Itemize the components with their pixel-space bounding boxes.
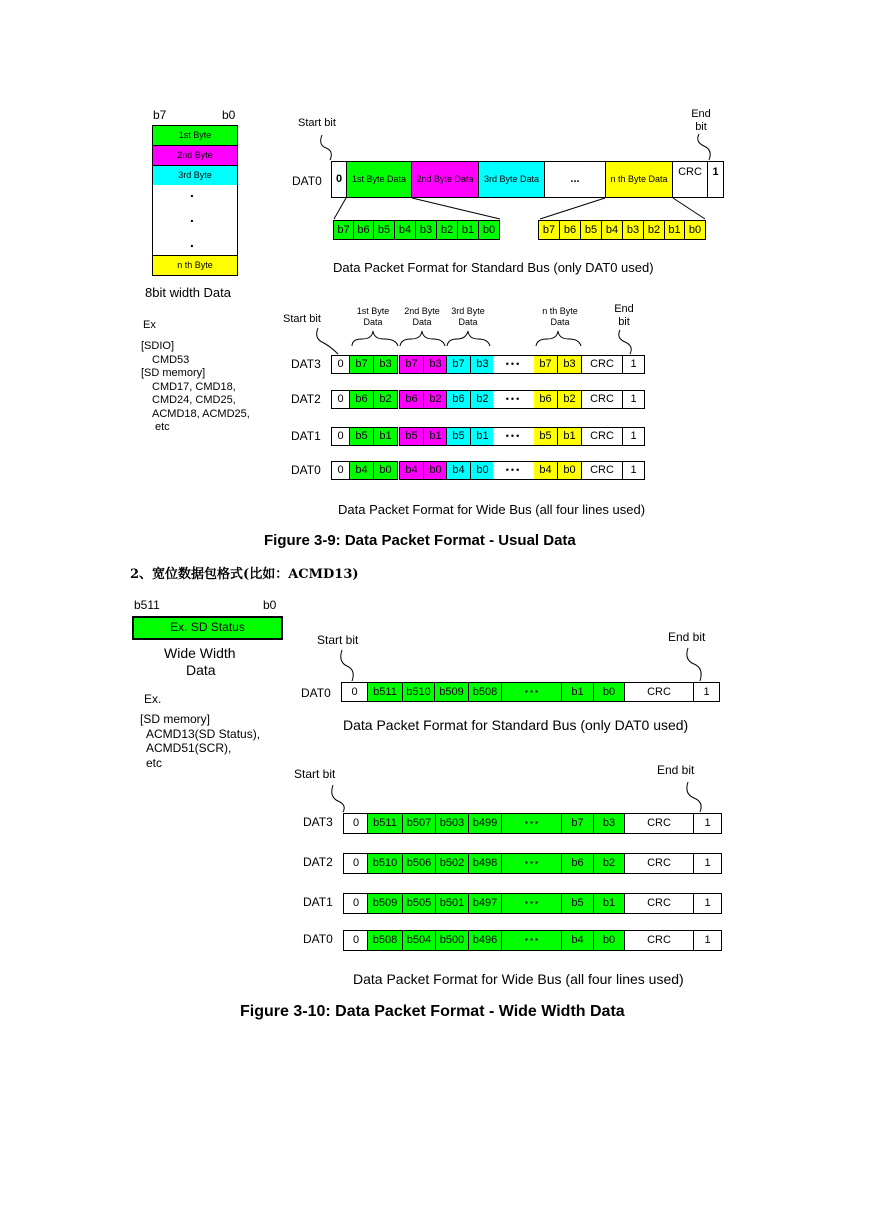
start-bit-cell: 0 xyxy=(331,427,350,446)
end-bit-cell: 1 xyxy=(707,161,724,198)
end-bit-cell: 1 xyxy=(693,893,722,914)
start-bit-arrow xyxy=(321,135,332,160)
crc-cell: CRC xyxy=(581,355,623,374)
ellipsis-cell: ▪ ▪ ▪ xyxy=(501,682,562,702)
byte-stack-2nd: 2nd Byte xyxy=(152,145,238,166)
line-label: DAT1 xyxy=(303,895,333,909)
line-label: DAT0 xyxy=(291,463,321,477)
bit-cell: b5 xyxy=(580,220,602,240)
wide-bus-caption: Data Packet Format for Wide Bus (all four lines used) xyxy=(338,502,646,517)
bit-cell: b504 xyxy=(402,930,436,951)
byte-brace xyxy=(352,331,398,346)
bit-cell: b1 xyxy=(561,682,594,702)
ellipsis-cell: ▪ ▪ ▪ xyxy=(501,853,562,874)
bit-cell: b5 xyxy=(349,427,374,446)
bit-cell: b3 xyxy=(557,355,582,374)
end-bit-cell: 1 xyxy=(622,427,645,446)
ellipsis-cell: ▪ ▪ ▪ xyxy=(501,930,562,951)
expand-line xyxy=(540,198,605,219)
bit-cell: b3 xyxy=(593,813,625,834)
bit-low-label: b0 xyxy=(263,598,277,612)
bit-cell: b499 xyxy=(468,813,502,834)
end-bit-cell: 1 xyxy=(622,461,645,480)
example-heading: Ex. xyxy=(144,692,162,706)
bit-cell: b2 xyxy=(373,390,398,409)
end-bit-cell: 1 xyxy=(622,355,645,374)
bit-cell: b7 xyxy=(538,220,560,240)
bit-cell: b506 xyxy=(402,853,436,874)
bit-low-label: b0 xyxy=(222,108,236,122)
bit-cell: b2 xyxy=(643,220,665,240)
expand-line xyxy=(334,198,346,219)
end-bit-label: End bit xyxy=(657,763,695,777)
bit-cell: b4 xyxy=(394,220,416,240)
bit-cell: b5 xyxy=(533,427,558,446)
start-bit-label: Start bit xyxy=(317,633,359,647)
start-bit-cell: 0 xyxy=(331,461,350,480)
bit-cell: b6 xyxy=(353,220,374,240)
end-bit-cell: 1 xyxy=(693,813,722,834)
start-bit-arrow xyxy=(317,328,338,354)
bit-cell: b7 xyxy=(446,355,471,374)
end-bit-arrow xyxy=(687,782,701,812)
end-bit-arrow xyxy=(619,330,631,354)
start-bit-arrow xyxy=(332,785,344,812)
line-label: DAT2 xyxy=(303,855,333,869)
byte-stack-1st: 1st Byte xyxy=(152,125,238,146)
bit-cell: b497 xyxy=(468,893,502,914)
crc-cell: CRC xyxy=(624,930,694,951)
bit-cell: b503 xyxy=(435,813,469,834)
line-label: DAT3 xyxy=(291,357,321,371)
byte-header: 1st Byte Data xyxy=(356,306,390,327)
start-bit-cell: 0 xyxy=(343,893,369,914)
byte-stack-nth: n th Byte xyxy=(152,255,238,276)
expand-line xyxy=(412,198,500,219)
bit-cell: b4 xyxy=(446,461,471,480)
bit-cell: b6 xyxy=(561,853,594,874)
start-bit-cell: 0 xyxy=(331,390,350,409)
bit-cell: b1 xyxy=(373,427,398,446)
bit-cell: b2 xyxy=(423,390,448,409)
start-bit-cell: 0 xyxy=(341,682,368,702)
figure-caption: Figure 3-10: Data Packet Format - Wide Width Data xyxy=(240,1003,625,1020)
bit-cell: b500 xyxy=(435,930,469,951)
bit-cell: b6 xyxy=(446,390,471,409)
example-item: [SDIO] xyxy=(141,340,175,352)
end-bit-label: End bit xyxy=(691,108,711,133)
figure-caption: Figure 3-9: Data Packet Format - Usual Data xyxy=(264,532,576,549)
end-bit-label: End bit xyxy=(668,630,706,644)
bit-cell: b7 xyxy=(533,355,558,374)
bit-cell: b5 xyxy=(561,893,594,914)
bit-high-label: b511 xyxy=(134,598,160,612)
example-item: etc xyxy=(146,755,163,770)
bit-cell: b0 xyxy=(684,220,706,240)
ellipsis-cell: ▪ ▪ ▪ xyxy=(501,813,562,834)
bit-cell: b1 xyxy=(557,427,582,446)
byte-header: n th Byte Data xyxy=(542,306,578,327)
bit-cell: b4 xyxy=(349,461,374,480)
standard-bus-caption: Data Packet Format for Standard Bus (only DAT0 used) xyxy=(343,717,689,733)
bit-cell: b510 xyxy=(402,682,435,702)
stack-dot: . xyxy=(190,184,194,200)
byte-brace xyxy=(400,331,445,346)
example-item: CMD17, CMD18, xyxy=(152,380,236,393)
example-heading: Ex xyxy=(143,319,156,331)
start-bit-cell: 0 xyxy=(331,161,347,198)
crc-cell: CRC xyxy=(672,161,708,198)
stack-dot: . xyxy=(190,234,194,250)
ellipsis-cell: ••• xyxy=(493,390,534,409)
byte-brace xyxy=(536,331,581,346)
standard-bus-caption: Data Packet Format for Standard Bus (only DAT0 used) xyxy=(333,260,654,275)
bit-cell: b0 xyxy=(478,220,500,240)
bit-cell: b1 xyxy=(664,220,685,240)
bit-cell: b511 xyxy=(367,813,403,834)
bit-cell: b498 xyxy=(468,853,502,874)
line-label: DAT1 xyxy=(291,429,321,443)
bit-cell: b507 xyxy=(402,813,436,834)
end-bit-label: End bit xyxy=(614,303,634,328)
end-bit-arrow xyxy=(687,648,701,681)
ellipsis-cell: ••• xyxy=(493,461,534,480)
crc-cell: CRC xyxy=(624,853,694,874)
bit-cell: b4 xyxy=(399,461,424,480)
example-item: ACMD51(SCR), xyxy=(146,741,232,755)
end-bit-cell: 1 xyxy=(693,853,722,874)
bit-cell: b0 xyxy=(470,461,495,480)
bit-cell: b4 xyxy=(601,220,623,240)
example-item: CMD53 xyxy=(152,353,190,366)
example-item: etc xyxy=(155,421,170,433)
bit-cell: b508 xyxy=(468,682,502,702)
crc-cell: CRC xyxy=(624,893,694,914)
bit-cell: b505 xyxy=(402,893,436,914)
bit-cell: b0 xyxy=(373,461,398,480)
line-label-dat0: DAT0 xyxy=(301,686,331,700)
start-bit-label: Start bit xyxy=(283,313,321,325)
example-item: ACMD13(SD Status), xyxy=(146,726,261,741)
bit-cell: b1 xyxy=(593,893,625,914)
bit-cell: b3 xyxy=(423,355,448,374)
byte-stack-3rd: 3rd Byte xyxy=(152,165,238,186)
ellipsis-cell: ••• xyxy=(493,355,534,374)
bit-cell: b7 xyxy=(561,813,594,834)
bit-cell: b7 xyxy=(399,355,424,374)
bit-cell: b3 xyxy=(373,355,398,374)
byte-cell-3rd: 3rd Byte Data xyxy=(478,161,545,198)
bit-cell: b1 xyxy=(470,427,495,446)
bit-cell: b4 xyxy=(533,461,558,480)
byte-cell-nth: n th Byte Data xyxy=(605,161,673,198)
bit-cell: b501 xyxy=(435,893,469,914)
bit-cell: b5 xyxy=(446,427,471,446)
example-item: [SD memory] xyxy=(141,367,206,379)
line-label: DAT0 xyxy=(303,932,333,946)
stack-label: 8bit width Data xyxy=(145,285,231,300)
example-item: CMD24, CMD25, xyxy=(152,394,236,406)
crc-cell: CRC xyxy=(581,461,623,480)
start-bit-cell: 0 xyxy=(343,813,369,834)
bit-cell: b508 xyxy=(367,930,403,951)
bit-cell: b7 xyxy=(349,355,374,374)
bit-cell: b6 xyxy=(559,220,581,240)
bit-cell: b3 xyxy=(415,220,437,240)
crc-cell: CRC xyxy=(624,682,694,702)
bit-cell: b3 xyxy=(622,220,644,240)
wide-width-label: Data xyxy=(186,662,216,678)
bit-cell: b502 xyxy=(435,853,469,874)
ellipsis-cell: ▪ ▪ ▪ xyxy=(501,893,562,914)
bit-cell: b0 xyxy=(593,930,625,951)
crc-cell: CRC xyxy=(581,390,623,409)
section-heading: 2、宽位数据包格式(比如：ACMD13) xyxy=(130,567,359,582)
line-label: DAT3 xyxy=(303,815,333,829)
bit-cell: b2 xyxy=(593,853,625,874)
bit-cell: b1 xyxy=(423,427,448,446)
end-bit-cell: 1 xyxy=(693,682,720,702)
stack-dot: . xyxy=(190,209,194,225)
end-bit-cell: 1 xyxy=(693,930,722,951)
bit-cell: b0 xyxy=(423,461,448,480)
expand-line xyxy=(673,198,705,219)
bit-cell: b2 xyxy=(470,390,495,409)
byte-cell-2nd: 2nd Byte Data xyxy=(411,161,479,198)
start-bit-cell: 0 xyxy=(343,930,369,951)
byte-header: 2nd Byte Data xyxy=(404,306,440,327)
bit-cell: b510 xyxy=(367,853,403,874)
line-label-dat0: DAT0 xyxy=(292,174,322,188)
start-bit-arrow xyxy=(341,650,353,681)
bit-cell: b3 xyxy=(470,355,495,374)
bit-cell: b0 xyxy=(593,682,625,702)
ellipsis-cell: ... xyxy=(544,161,606,198)
end-bit-arrow xyxy=(698,134,710,160)
bit-cell: b6 xyxy=(349,390,374,409)
byte-cell-1st: 1st Byte Data xyxy=(346,161,412,198)
start-bit-label: Start bit xyxy=(298,117,336,129)
bit-cell: b6 xyxy=(533,390,558,409)
bit-cell: b511 xyxy=(367,682,403,702)
bit-cell: b4 xyxy=(561,930,594,951)
sd-status-box: Ex. SD Status xyxy=(132,616,283,640)
bit-high-label: b7 xyxy=(153,108,167,122)
wide-bus-caption: Data Packet Format for Wide Bus (all four lines used) xyxy=(353,971,684,987)
start-bit-label: Start bit xyxy=(294,767,336,781)
bit-cell: b0 xyxy=(557,461,582,480)
wide-width-label: Wide Width xyxy=(164,645,236,661)
bit-cell: b6 xyxy=(399,390,424,409)
crc-cell: CRC xyxy=(581,427,623,446)
bit-cell: b509 xyxy=(434,682,469,702)
example-item: ACMD18, ACMD25, xyxy=(152,407,250,420)
bit-cell: b2 xyxy=(436,220,458,240)
example-item: [SD memory] xyxy=(140,712,211,726)
start-bit-cell: 0 xyxy=(331,355,350,374)
end-bit-cell: 1 xyxy=(622,390,645,409)
ellipsis-cell: ••• xyxy=(493,427,534,446)
line-label: DAT2 xyxy=(291,392,321,406)
byte-header: 3rd Byte Data xyxy=(451,306,485,327)
bit-cell: b5 xyxy=(373,220,395,240)
crc-cell: CRC xyxy=(624,813,694,834)
byte-brace xyxy=(447,331,490,346)
start-bit-cell: 0 xyxy=(343,853,369,874)
bit-cell: b7 xyxy=(333,220,354,240)
bit-cell: b5 xyxy=(399,427,424,446)
bit-cell: b1 xyxy=(457,220,479,240)
bit-cell: b509 xyxy=(367,893,403,914)
bit-cell: b496 xyxy=(468,930,502,951)
bit-cell: b2 xyxy=(557,390,582,409)
